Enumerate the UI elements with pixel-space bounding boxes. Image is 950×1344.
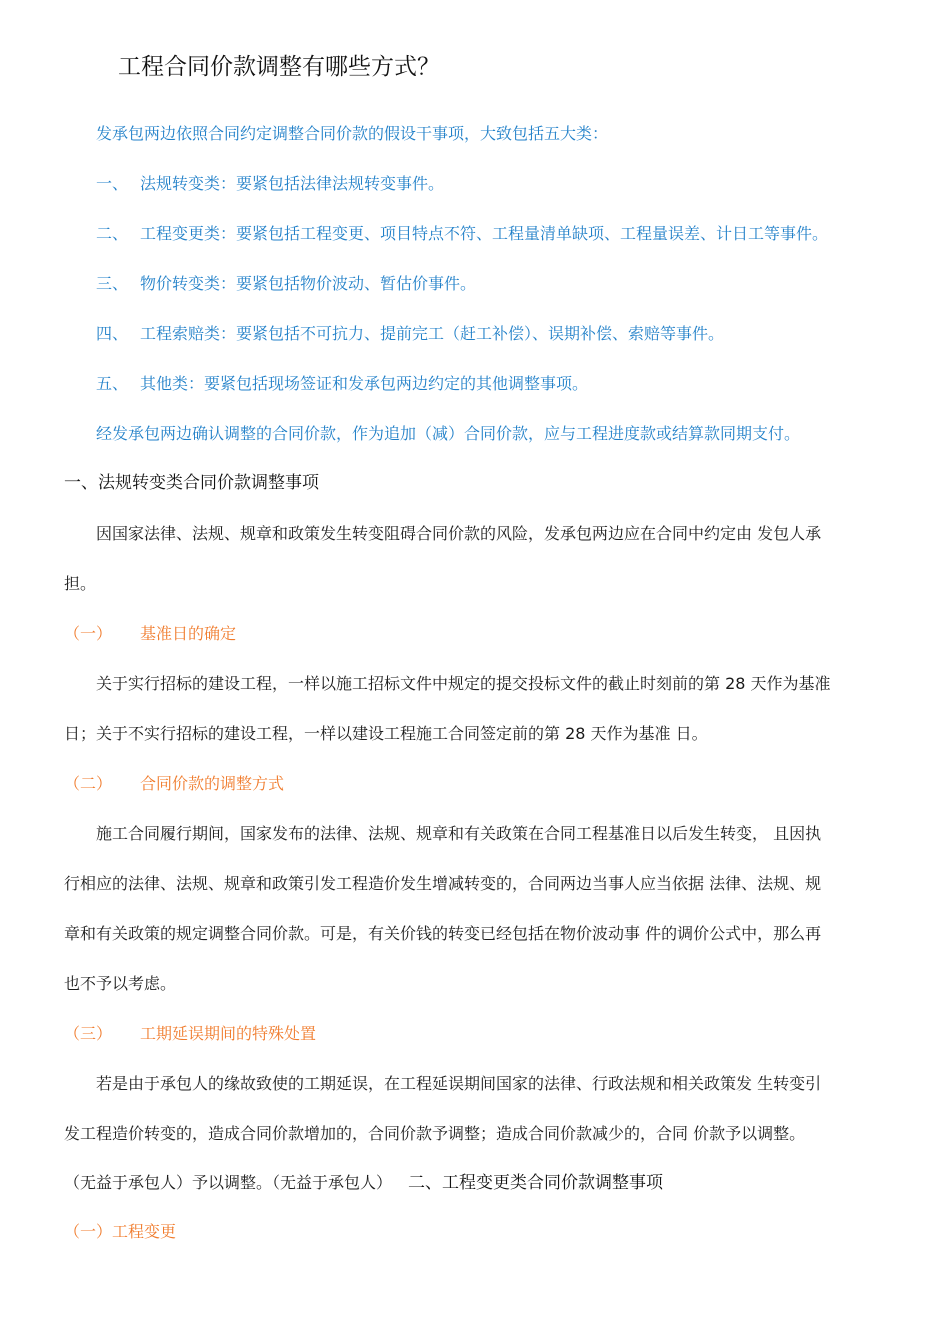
item-text: 法规转变类：要紧包括法律法规转变事件。 [140, 174, 445, 193]
item-number: 一、 [96, 174, 129, 193]
intro-item [96, 172, 444, 196]
subsection-title: 基准日的确定 [140, 624, 237, 643]
subsection-number: （一） [64, 624, 113, 643]
subsection-title: 合同价款的调整方式 [140, 774, 285, 793]
paragraph-line [64, 1171, 663, 1195]
section-heading: 一、法规转变类合同价款调整事项 [64, 473, 319, 493]
paragraph-text: （无益于承包人）予以调整。（无益于承包人） [64, 1173, 393, 1192]
item-text: 其他类：要紧包括现场签证和发承包两边约定的其他调整事项。 [140, 374, 589, 393]
paragraph-line: 也不予以考虑。 [64, 974, 177, 993]
paragraph-line: 担。 [64, 574, 97, 593]
item-text: 工程索赔类：要紧包括不可抗力、提前完工（赶工补偿）、误期补偿、索赔等事件。 [140, 324, 725, 343]
subsection-heading: （一）工程变更 [64, 1222, 177, 1241]
intro-lead: 发承包两边依照合同约定调整合同价款的假设干事项，大致包括五大类： [96, 124, 609, 143]
item-text: 物价转变类：要紧包括物价波动、暂估价事件。 [140, 274, 477, 293]
intro-item [96, 322, 724, 346]
item-number: 四、 [96, 324, 129, 343]
item-text: 工程变更类：要紧包括工程变更、项目特点不符、工程量清单缺项、工程量误差、计日工等事件。 [140, 224, 829, 243]
subsection-number: （三） [64, 1024, 113, 1043]
subsection-title: 工期延误期间的特殊处置 [140, 1024, 317, 1043]
intro-item [96, 222, 828, 246]
paragraph-line: 因国家法律、法规、规章和政策发生转变阻碍合同价款的风险，发承包两边应在合同中约定由 发包人承 [96, 524, 822, 543]
paragraph-line: 章和有关政策的规定调整合同价款。可是，有关价钱的转变已经包括在物价波动事 件的调价公式中，那么再 [64, 924, 822, 943]
item-number: 五、 [96, 374, 129, 393]
intro-closing: 经发承包两边确认调整的合同价款，作为追加（减）合同价款，应与工程进度款或结算款同期支付。 [96, 424, 801, 443]
paragraph-line: 发工程造价转变的，造成合同价款增加的，合同价款予调整；造成合同价款减少的，合同 价款予以调整。 [64, 1124, 806, 1143]
page-title: 工程合同价款调整有哪些方式？ [118, 54, 440, 80]
item-number: 二、 [96, 224, 129, 243]
paragraph-line: 施工合同履行期间，国家发布的法律、法规、规章和有关政策在合同工程基准日以后发生转变， 且因执 [96, 824, 822, 843]
paragraph-line: 关于实行招标的建设工程，一样以施工招标文件中规定的提交投标文件的截止时刻前的第 28 天作为基准 [96, 674, 831, 693]
subsection-heading [64, 622, 236, 646]
subsection-heading [64, 1022, 316, 1046]
paragraph-line: 日；关于不实行招标的建设工程，一样以建设工程施工合同签定前的第 28 天作为基准 日。 [64, 724, 708, 743]
paragraph-line: 行相应的法律、法规、规章和政策引发工程造价发生增减转变的，合同两边当事人应当依据 法律、法规、规 [64, 874, 822, 893]
section-heading: 二、工程变更类合同价款调整事项 [408, 1173, 664, 1193]
subsection-heading [64, 772, 284, 796]
paragraph-line: 若是由于承包人的缘故致使的工期延误，在工程延误期间国家的法律、行政法规和相关政策发 生转变引 [96, 1074, 822, 1093]
intro-item [96, 372, 588, 396]
item-number: 三、 [96, 274, 129, 293]
intro-item [96, 272, 476, 296]
subsection-number: （二） [64, 774, 113, 793]
